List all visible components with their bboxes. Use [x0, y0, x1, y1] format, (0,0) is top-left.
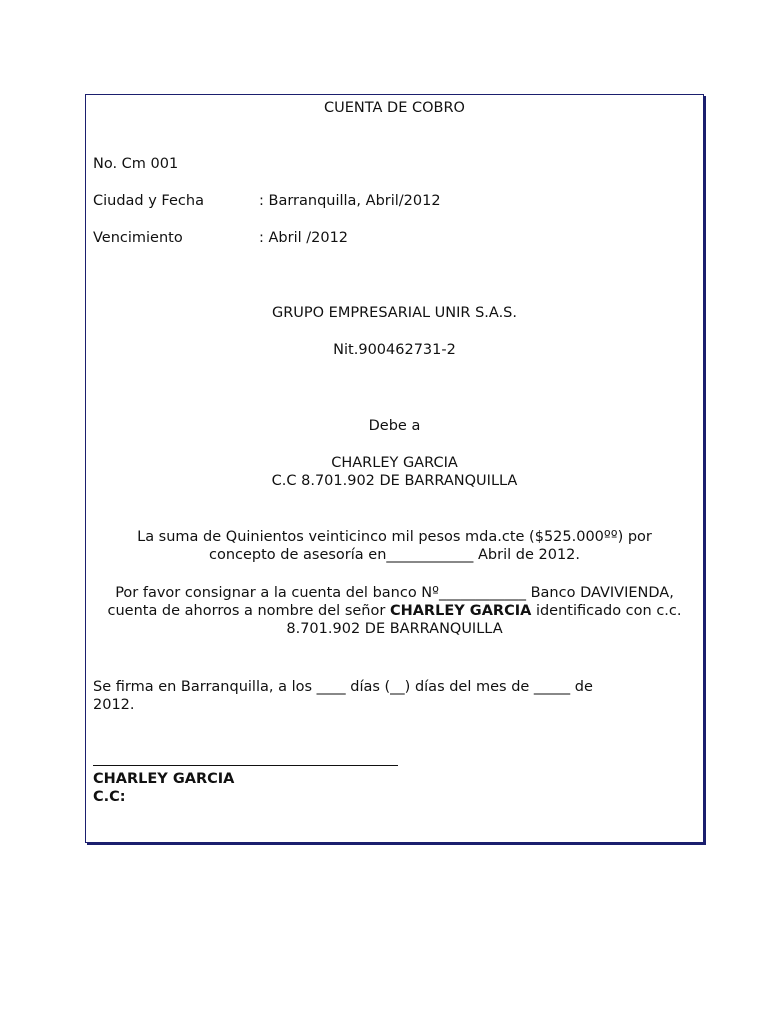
company-name: GRUPO EMPRESARIAL UNIR S.A.S. — [271, 305, 517, 321]
beneficiary-id: C.C 8.701.902 DE BARRANQUILLA — [271, 473, 518, 489]
document-title: CUENTA DE COBRO — [324, 100, 465, 116]
document-number: No. Cm 001 — [93, 156, 179, 172]
city-date-label: Ciudad y Fecha — [93, 193, 204, 209]
payment-instructions — [92, 584, 697, 638]
payment-instructions-id: identificado con c.c. 8.701.902 DE BARRANQUILLA — [286, 603, 682, 637]
signing-text-line-1: Se firma en Barranquilla, a los ____ días (__) días del mes de _____ de — [93, 679, 593, 695]
due-date-value: : Abril /2012 — [259, 230, 349, 246]
beneficiary-name: CHARLEY GARCIA — [331, 455, 458, 471]
signing-text-line-2: 2012. — [93, 697, 135, 713]
due-date-row — [93, 229, 348, 247]
account-holder-name: CHARLEY GARCIA — [389, 603, 532, 619]
document-page — [85, 94, 704, 843]
signature-line — [93, 765, 398, 766]
signer-id: C.C: — [93, 789, 126, 805]
city-date-row — [93, 192, 441, 210]
due-date-label: Vencimiento — [93, 230, 183, 246]
owes-to-label: Debe a — [368, 418, 421, 434]
city-date-value: : Barranquilla, Abril/2012 — [259, 193, 441, 209]
company-nit: Nit.900462731-2 — [333, 342, 456, 358]
amount-line-1: La suma de Quinientos veinticinco mil pesos mda.cte ($525.000ºº) por — [137, 529, 652, 545]
amount-line-2: concepto de asesoría en____________ Abril de 2012. — [208, 547, 581, 563]
signer-name: CHARLEY GARCIA — [93, 771, 235, 787]
payment-instructions-text: Por favor consignar a la cuenta del banco Nº____________ Banco DAVIVIENDA, cuenta de ahorros a nombre del señor — [107, 585, 674, 619]
